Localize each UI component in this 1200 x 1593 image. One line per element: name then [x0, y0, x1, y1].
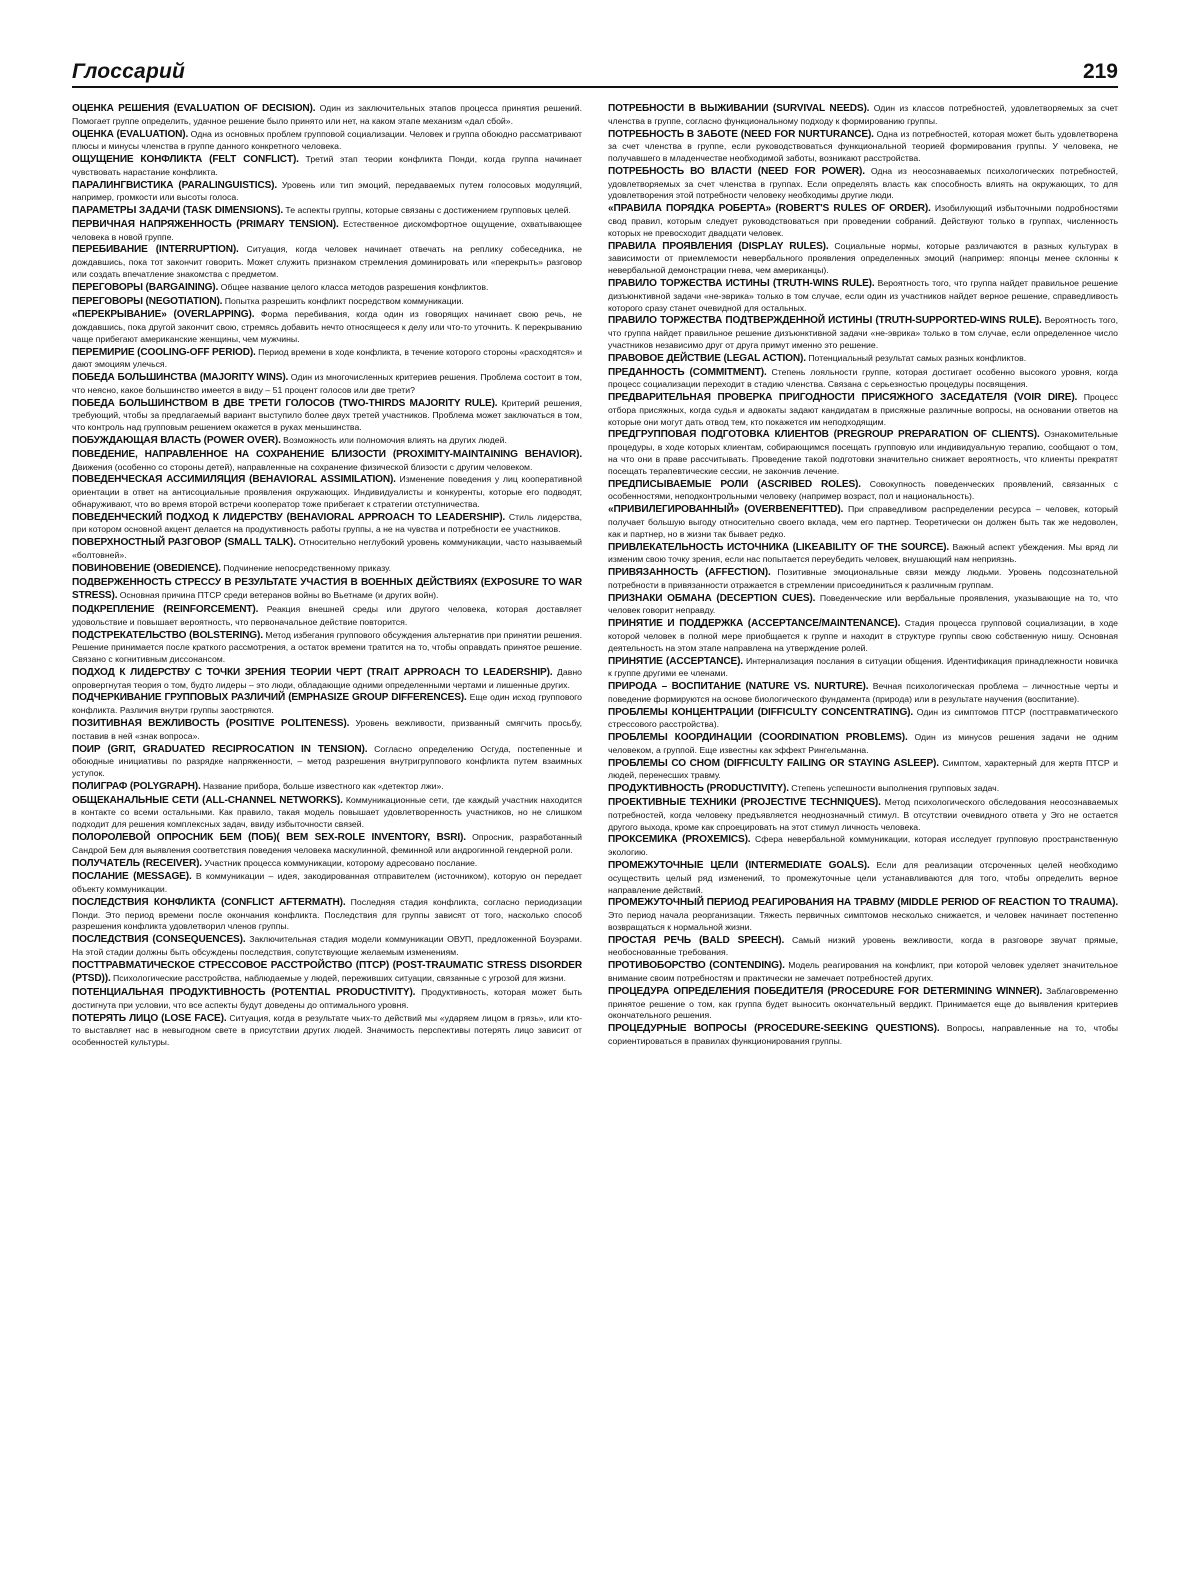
glossary-term: ПОЛИГРАФ (POLYGRAPH). — [72, 780, 201, 792]
glossary-definition: Степень лояльности группе, которая достигает особенно высокого уровня, когда процесс социализации переходит в стадию членства. Связана с серьезностью процедуры посвящения. — [608, 366, 1118, 390]
glossary-entry — [608, 428, 1118, 477]
glossary-term: ПОДСТРЕКАТЕЛЬСТВО (BOLSTERING). — [72, 629, 263, 641]
glossary-term: «ПЕРЕКРЫВАНИЕ» (OVERLAPPING). — [72, 309, 255, 321]
glossary-entry — [72, 218, 582, 244]
glossary-definition: Возможность или полномочия влиять на других людей. — [283, 435, 507, 446]
glossary-definition: В коммуникации – идея, закодированная отправителем (источником), которую он передает объекту коммуникации. — [72, 871, 582, 895]
glossary-columns — [72, 102, 1118, 1049]
glossary-term: ПРЕДАННОСТЬ (COMMITMENT). — [608, 366, 767, 378]
glossary-term: ПОТЕНЦИАЛЬНАЯ ПРОДУКТИВНОСТЬ (POTENTIAL PRODUCTIVITY). — [72, 987, 416, 999]
glossary-term: ОЦЕНКА (EVALUATION). — [72, 128, 189, 140]
glossary-entry — [72, 986, 582, 1012]
glossary-entry — [72, 870, 582, 896]
glossary-column-left — [72, 102, 582, 1049]
glossary-entry — [72, 281, 582, 295]
glossary-entry — [72, 397, 582, 434]
glossary-term: ПРОЕКТИВНЫЕ ТЕХНИКИ (PROJECTIVE TECHNIQUES). — [608, 797, 881, 809]
glossary-definition: Степень успешности выполнения групповых задач. — [791, 783, 1000, 794]
glossary-entry — [72, 691, 582, 717]
glossary-term: ПРОБЛЕМЫ КОНЦЕНТРАЦИИ (DIFFICULTY CONCENTRATING). — [608, 706, 914, 718]
glossary-entry — [72, 1012, 582, 1049]
glossary-entry — [72, 896, 582, 933]
glossary-entry — [608, 859, 1118, 896]
glossary-definition: Один из симптомов ПТСР (посттравматического стрессового расстройства). — [608, 706, 1118, 730]
glossary-term: «ПРИВИЛЕГИРОВАННЫЙ» (OVERBENEFITTED). — [608, 504, 844, 516]
glossary-entry — [608, 706, 1118, 732]
glossary-term: ОЩУЩЕНИЕ КОНФЛИКТА (FELT CONFLICT). — [72, 154, 299, 166]
glossary-term: ПОБЕДА БОЛЬШИНСТВОМ В ДВЕ ТРЕТИ ГОЛОСОВ (TWO-THIRDS MAJORITY RULE). — [72, 397, 498, 409]
glossary-term: ПРАВИЛО ТОРЖЕСТВА ПОДТВЕРЖДЕННОЙ ИСТИНЫ (TRUTH-SUPPORTED-WINS RULE). — [608, 315, 1042, 327]
glossary-definition: Естественное дискомфортное ощущение, охватывающее человека в новой группе. — [72, 218, 582, 242]
glossary-definition: Критерий решения, требующий, чтобы за предлагаемый вариант выступило более двух третей участников. Проблема может заключаться в том, что контроль над групповым решением окажется в руках меньшинства. — [72, 397, 582, 433]
glossary-entry — [72, 629, 582, 666]
glossary-entry — [72, 346, 582, 372]
glossary-entry — [608, 796, 1118, 833]
glossary-term: ПРОКСЕМИКА (PROXEMICS). — [608, 834, 751, 846]
glossary-entry — [608, 592, 1118, 618]
glossary-term: ПОДКРЕПЛЕНИЕ (REINFORCEMENT). — [72, 604, 259, 615]
glossary-definition: При справедливом распределении ресурса – человек, который получает большую выгоду относительно своего вклада, чем его партнер. Теоретически он должен быть так же недоволен, как и партнер, но в жизни так бывает редко. — [608, 504, 1118, 539]
glossary-definition: Коммуникационные сети, где каждый участник находится в контакте со всеми остальными. Как правило, такая модель повышает удовлетворенность участников, но не слишком подходит для решения комплексных задач, ввиду избыточности связей. — [72, 794, 583, 830]
glossary-definition: Один из заключительных этапов процесса принятия решений. Помогает группе определить, удачное решение было принято или нет, на каком этапе механизм «дал сбой». — [72, 103, 582, 126]
glossary-term: ПОБУЖДАЮЩАЯ ВЛАСТЬ (POWER OVER). — [72, 435, 281, 447]
glossary-term: ПОСЛАНИЕ (MESSAGE). — [72, 871, 192, 883]
glossary-term: ПРОЦЕДУРА ОПРЕДЕЛЕНИЯ ПОБЕДИТЕЛЯ (PROCEDURE FOR DETERMINING WINNER). — [608, 985, 1043, 997]
glossary-entry — [72, 831, 582, 857]
glossary-definition: Название прибора, больше известного как «детектор лжи». — [203, 780, 444, 791]
glossary-entry — [608, 680, 1118, 706]
glossary-definition: Одна из потребностей, которая может быть удовлетворена за счет членства в группе, если руководствоваться функциональной теорией формирования группы. У человека, не получавшего в младенчестве необходимой заботы, возникают расстройства. — [608, 128, 1118, 164]
glossary-term: ПОВИНОВЕНИЕ (OBEDIENCE). — [72, 562, 221, 574]
glossary-term: ПРАВИЛО ТОРЖЕСТВА ИСТИНЫ (TRUTH-WINS RULE). — [608, 278, 875, 290]
glossary-entry — [608, 366, 1118, 392]
glossary-entry — [72, 794, 582, 831]
glossary-definition: Процесс отбора присяжных, когда судья и адвокаты задают кандидатам в присяжные различные вопросы, на основании ответов на которые они могут дать отвод тем, кто покажется им неподходящим. — [608, 392, 1119, 427]
glossary-term: ПОСЛЕДСТВИЯ КОНФЛИКТА (CONFLICT AFTERMATH). — [72, 896, 346, 908]
glossary-definition: Реакция внешней среды или другого человека, которая доставляет удовольствие и повышает вероятность, что первоначальное действие повторится. — [72, 604, 582, 627]
glossary-entry — [72, 308, 582, 345]
glossary-entry — [72, 780, 582, 794]
glossary-term: ПОБЕДА БОЛЬШИНСТВА (MAJORITY WINS). — [72, 372, 289, 384]
glossary-term: «ПРАВИЛА ПОРЯДКА РОБЕРТА» (ROBERT'S RULES OF ORDER). — [608, 203, 931, 215]
glossary-entry — [608, 240, 1118, 277]
glossary-entry — [72, 933, 582, 959]
glossary-term: ПАРАМЕТРЫ ЗАДАЧИ (TASK DIMENSIONS). — [72, 205, 283, 217]
glossary-definition: Последняя стадия конфликта, согласно периодизации Понди. Это период времени после окончания конфликта. Последствия для группы зависят от того, насколько способ разрешения конфликта удовлетворил членов группы. — [72, 896, 582, 932]
glossary-definition: Движения (особенно со стороны детей), направленные на сохранение физической близости с другим человеком. — [72, 461, 533, 472]
glossary-term: ПОВЕРХНОСТНЫЙ РАЗГОВОР (SMALL TALK). — [72, 537, 296, 549]
glossary-entry — [608, 202, 1118, 239]
glossary-entry — [608, 731, 1118, 757]
glossary-term: ПОДХОД К ЛИДЕРСТВУ С ТОЧКИ ЗРЕНИЯ ТЕОРИИ ЧЕРТ (TRAIT APPROACH TO LEADERSHIP). — [72, 666, 553, 678]
running-header-title: Глоссарий — [72, 60, 186, 83]
glossary-definition: Вероятность того, что группа найдет правильное решение дизъюнктивной задачи «не-эврика» только в том случае, если определенное число участников независимо друг от друга примут именно это решение. — [608, 315, 1118, 350]
glossary-entry — [608, 782, 1118, 796]
glossary-entry — [608, 503, 1118, 540]
glossary-definition: Интернализация послания в ситуации общения. Идентификация принадлежности новичка к группе другими ее членами. — [608, 655, 1118, 679]
glossary-term: ПРИНЯТИЕ И ПОДДЕРЖКА (ACCEPTANCE/MAINTENANCE). — [608, 618, 901, 630]
glossary-definition: Одна из основных проблем групповой социализации. Человек и группа обоюдно рассматривают плюсы и минусы членства в группе данного конкретного человека. — [72, 128, 582, 152]
glossary-entry — [72, 371, 582, 397]
glossary-entry — [608, 566, 1118, 592]
glossary-term: ОБЩЕКАНАЛЬНЫЕ СЕТИ (ALL-CHANNEL NETWORKS). — [72, 794, 343, 806]
glossary-entry — [72, 511, 582, 537]
glossary-entry — [72, 434, 582, 448]
glossary-definition: Симптом, характерный для жертв ПТСР и людей, перенесших травму. — [608, 757, 1119, 781]
glossary-entry — [608, 896, 1118, 933]
glossary-definition: Социальные нормы, которые различаются в разных культурах в зависимости от приемлемости невербального проявления определенных эмоций (например: японцы менее склонны к невербальной демонстрации гнева, чем американцы). — [608, 240, 1118, 276]
glossary-entry — [72, 128, 582, 154]
glossary-term: ПЕРЕГОВОРЫ (BARGAINING). — [72, 281, 219, 293]
glossary-entry — [72, 204, 582, 218]
glossary-entry — [72, 448, 582, 474]
glossary-term: ПЕРЕМИРИЕ (COOLING-OFF PERIOD). — [72, 346, 256, 358]
glossary-term: ПОТРЕБНОСТЬ ВО ВЛАСТИ (NEED FOR POWER). — [608, 165, 865, 177]
glossary-definition: Вероятность того, что группа найдет правильное решение дизъюнктивной задачи «не-эврика» только в том случае, если один из участников найдет верное решение, справедливость которого сразу станет очевидной для остальных. — [608, 278, 1118, 313]
glossary-entry — [608, 617, 1118, 654]
glossary-term: ПРОМЕЖУТОЧНЫЕ ЦЕЛИ (INTERMEDIATE GOALS). — [608, 859, 870, 871]
glossary-definition: Попытка разрешить конфликт посредством коммуникации. — [224, 295, 464, 306]
glossary-definition: Опросник, разработанный Сандрой Бем для выявления соответствия поведения человека маскулинной, феминной или андрогинной гендерной роли. — [72, 832, 582, 855]
glossary-definition: Если для реализации отсроченных целей необходимо осуществить целый ряд изменений, то промежуточные цели устанавливаются для того, чтобы определить верное направление действий. — [608, 859, 1118, 895]
glossary-entry — [608, 959, 1118, 985]
glossary-term: ПЕРЕГОВОРЫ (NEGOTIATION). — [72, 295, 223, 307]
glossary-term: ПРИВЯЗАННОСТЬ (AFFECTION). — [608, 567, 771, 579]
glossary-definition: Заключительная стадия модели коммуникации ОВУП, предложенной Боуэрами. На этой стадии должны быть обсуждены последствия, сопутствующие желаемым изменениям. — [72, 934, 582, 957]
glossary-entry — [72, 536, 582, 562]
glossary-entry — [608, 541, 1118, 567]
glossary-term: ПРОДУКТИВНОСТЬ (PRODUCTIVITY). — [608, 783, 789, 795]
glossary-definition: Форма перебивания, когда один из говорящих начинает свою речь, не дождавшись, пока другой закончит свою, стремясь добавить нечто относящееся к делу или что-то уточнить. К перекрыванию чаще прибегают американские женщины, чем мужчины. — [72, 309, 582, 344]
glossary-entry — [608, 391, 1118, 428]
glossary-entry — [608, 985, 1118, 1022]
glossary-entry — [72, 295, 582, 309]
glossary-term: ПРАВИЛА ПРОЯВЛЕНИЯ (DISPLAY RULES). — [608, 240, 829, 252]
glossary-entry — [72, 243, 582, 280]
glossary-term: ПРОТИВОБОРСТВО (CONTENDING). — [608, 960, 785, 972]
glossary-term: ПОТЕРЯТЬ ЛИЦО (LOSE FACE). — [72, 1012, 227, 1024]
glossary-term: ПРЕДГРУППОВАЯ ПОДГОТОВКА КЛИЕНТОВ (PREGROUP PREPARATION OF CLIENTS). — [608, 429, 1040, 441]
glossary-entry — [608, 757, 1118, 783]
glossary-definition: Самый низкий уровень вежливости, когда в разговоре звучат прямые, необоснованные требования. — [608, 934, 1119, 958]
glossary-term: ПЕРЕБИВАНИЕ (INTERRUPTION). — [72, 244, 239, 256]
glossary-term: ОЦЕНКА РЕШЕНИЯ (EVALUATION OF DECISION). — [72, 103, 316, 114]
glossary-definition: Модель реагирования на конфликт, при которой человек уделяет значительное внимание своим потребностям и практически не замечает потребностей других. — [608, 960, 1118, 983]
glossary-term: ПРОБЛЕМЫ СО СНОМ (DIFFICULTY FAILING OR STAYING ASLEEP). — [608, 757, 939, 769]
glossary-term: ПЕРВИЧНАЯ НАПРЯЖЕННОСТЬ (PRIMARY TENSION). — [72, 218, 339, 230]
glossary-term: ПОСТТРАВМАТИЧЕСКОЕ СТРЕССОВОЕ РАССТРОЙСТВО (ПТСР) (POST-TRAUMATIC STRESS DISORDER (PTSD)). — [72, 959, 582, 985]
glossary-term: ПОСЛЕДСТВИЯ (CONSEQUENCES). — [72, 934, 246, 946]
glossary-term: ПРЕДПИСЫВАЕМЫЕ РОЛИ (ASCRIBED ROLES). — [608, 478, 861, 490]
glossary-entry — [72, 562, 582, 576]
glossary-entry — [608, 277, 1118, 314]
glossary-term: ПРИЗНАКИ ОБМАНА (DECEPTION CUES). — [608, 592, 816, 604]
glossary-definition: Участник процесса коммуникации, которому адресовано послание. — [204, 857, 478, 868]
glossary-definition: Вечная психологическая проблема – личностные черты и поведение формируются на основе биологического фундамента (природа) или в результате научения (воспитание). — [608, 681, 1118, 704]
glossary-term: ПРОЦЕДУРНЫЕ ВОПРОСЫ (PROCEDURE-SEEKING QUESTIONS). — [608, 1023, 940, 1035]
glossary-definition: Стиль лидерства, при котором основной акцент делается на продуктивность работы группы, а не на чувства и потребности ее участников. — [72, 511, 582, 535]
glossary-definition: Уровень или тип эмоций, передаваемых путем голосовых модуляций, например, громкости или высоты голоса. — [72, 179, 583, 203]
running-header — [72, 58, 1118, 88]
glossary-term: ПОЛОРОЛЕВОЙ ОПРОСНИК БЕМ (ПОБ)( BEM SEX-ROLE INVENTORY, BSRI). — [72, 832, 466, 844]
glossary-definition: Основная причина ПТСР среди ветеранов войны во Вьетнаме (и других войн). — [119, 590, 439, 601]
glossary-definition: Ознакомительные процедуры, в ходе которых клиентам, собирающимся посещать групповую или индивидуальную терапию, сообщают о том, на что они в праве рассчитывать. Проведение такой подготовки значительно снижает вероятность, что клиенты прекратят посещать терапевтические сессии, не закончив лечение. — [608, 429, 1118, 476]
glossary-entry — [72, 576, 582, 603]
glossary-term: ПОИР (GRIT, GRADUATED RECIPROCATION IN TENSION). — [72, 743, 368, 755]
glossary-entry — [72, 153, 582, 179]
glossary-entry — [608, 128, 1118, 165]
glossary-entry — [72, 743, 582, 780]
glossary-definition: Давно опровергнутая теория о том, будто лидеры – это люди, обладающие одними определенными чертами и лишенные других. — [72, 666, 582, 690]
glossary-term: ПРОМЕЖУТОЧНЫЙ ПЕРИОД РЕАГИРОВАНИЯ НА ТРАВМУ (MIDDLE PERIOD OF REACTION TO TRAUMA). — [608, 897, 1118, 909]
glossary-term: ПОВЕДЕНЧЕСКАЯ АССИМИЛЯЦИЯ (BEHAVIORAL ASSIMILATION). — [72, 474, 396, 486]
glossary-definition: Заблаговременно принятое решение о том, как группа будет выносить окончательный вердикт. Принимается еще до выявления критериев окончательного решения. — [608, 985, 1118, 1021]
glossary-definition: Продуктивность, которая может быть достигнута при условии, что все аспекты будут доведены до оптимального уровня. — [72, 987, 582, 1010]
glossary-entry — [72, 603, 582, 629]
glossary-definition: Одна из неосознаваемых психологических потребностей, удовлетворяемых за счет членства в группах. Если определять власть как способность влиять на окружающих, то для удовлетворения этой потребности человеку необходимы другие люди. — [608, 165, 1118, 201]
glossary-definition: Совокупность поведенческих проявлений, связанных с особенностями, неподконтрольными человеку (например возраст, пол и национальность). — [608, 478, 1118, 502]
glossary-entry — [608, 314, 1118, 351]
glossary-definition: Стадия процесса групповой социализации, в ходе которой человек в полной мере приобщается к группе и находит в структуре группы свою собственную нишу. Основная деятельность на этом этапе направлена на утверждение ролей. — [608, 618, 1118, 653]
glossary-definition: Сфера невербальной коммуникации, которая исследует групповую пространственную экологию. — [608, 834, 1118, 858]
glossary-definition: Метод избегания группового обсуждения альтернатив при принятии решения. Решение принимается после краткого рассмотрения, а остаток времени тратится на то, чтобы оправдать принятое решение. Связано с когнитивным диссонансом. — [72, 629, 582, 665]
glossary-definition: Метод психологического обследования неосознаваемых потребностей, когда человеку предъявляется неоднозначный стимул. В отсутствии очевидного ответа у Эго не остается другого выхода, кроме как спроецировать на этот стимул личность человека. — [608, 797, 1118, 832]
glossary-entry — [72, 666, 582, 692]
glossary-entry — [608, 1022, 1118, 1048]
glossary-definition: Период времени в ходе конфликта, в течение которого стороны «расходятся» и дают эмоциям улечься. — [72, 346, 582, 370]
glossary-entry — [608, 165, 1118, 202]
glossary-definition: Изменение поведения у лиц кооперативной ориентации в ответ на антисоциальные проявления окружающих. Индивидуалисты и конкуренты, которые его подводят, обнаруживают, что во время второй встречи кооператор тоже прибегает к стратегии отступничества. — [72, 474, 582, 509]
glossary-term: ПРЕДВАРИТЕЛЬНАЯ ПРОВЕРКА ПРИГОДНОСТИ ПРИСЯЖНОГО ЗАСЕДАТЕЛЯ (VOIR DIRE). — [608, 392, 1078, 404]
glossary-entry — [72, 102, 582, 128]
page-number: 219 — [1082, 60, 1118, 83]
glossary-definition: Один из минусов решения задачи не одним человеком, а группой. Еще известны как эффект Рингельманна. — [608, 732, 1118, 755]
glossary-definition: Один из многочисленных критериев решения. Проблема состоит в том, что неясно, какое большинство имеется в виду – 51 процент голосов или две трети? — [72, 372, 582, 395]
glossary-entry — [608, 352, 1118, 366]
glossary-term: ПРАВОВОЕ ДЕЙСТВИЕ (LEGAL ACTION). — [608, 352, 806, 364]
glossary-term: ПРИРОДА – ВОСПИТАНИЕ (NATURE VS. NURTURE). — [608, 681, 869, 693]
glossary-term: ПОВЕДЕНЧЕСКИЙ ПОДХОД К ЛИДЕРСТВУ (BEHAVIORAL APPROACH TO LEADERSHIP). — [72, 511, 506, 523]
glossary-entry — [72, 179, 582, 205]
glossary-definition: Подчинение непосредственному приказу. — [223, 562, 391, 573]
glossary-entry — [72, 473, 582, 510]
glossary-definition: Поведенческие или вербальные проявления, указывающие на то, что человек говорит неправду. — [608, 592, 1118, 616]
glossary-definition: Позитивные эмоциональные связи между людьми. Уровень подсознательной потребности в привязанности отражается в стремлении присоединиться к различным группам. — [608, 567, 1118, 590]
glossary-term: ПОЗИТИВНАЯ ВЕЖЛИВОСТЬ (POSITIVE POLITENESS). — [72, 718, 350, 730]
glossary-term: ПОТРЕБНОСТИ В ВЫЖИВАНИИ (SURVIVAL NEEDS). — [608, 103, 870, 114]
glossary-definition: Третий этап теории конфликта Понди, когда группа начинает чувствовать нарастание конфликта. — [72, 154, 582, 177]
glossary-term: ПАРАЛИНГВИСТИКА (PARALINGUISTICS). — [72, 179, 278, 191]
glossary-entry — [72, 857, 582, 871]
glossary-definition: Ситуация, когда человек начинает отвечать на реплику собеседника, не дождавшись, пока тот закончит говорить. Может служить признаком стремления доминировать или «перекрыть» разговор или создать впечатление знакомства с предметом. — [72, 244, 582, 279]
glossary-entry — [72, 717, 582, 743]
glossary-column-right — [608, 102, 1118, 1049]
glossary-term: ПРИВЛЕКАТЕЛЬНОСТЬ ИСТОЧНИКА (LIKEABILITY OF THE SOURCE). — [608, 541, 950, 553]
glossary-definition: Ситуация, когда в результате чьих-то действий мы «ударяем лицом в грязь», или кто-то выставляет нас в невыгодном свете в присутствии других людей. Значимость перспективы потерять лицо зависит от особенностей культуры. — [72, 1012, 583, 1048]
glossary-entry — [608, 478, 1118, 504]
glossary-entry — [608, 102, 1118, 128]
glossary-term: ПРИНЯТИЕ (ACCEPTANCE). — [608, 655, 743, 667]
glossary-definition: Еще один исход группового конфликта. Различия внутри группы заостряются. — [72, 692, 582, 716]
glossary-definition: Вопросы, направленные на то, чтобы сориентироваться в правилах функционирования группы. — [608, 1023, 1118, 1046]
glossary-entry — [72, 959, 582, 986]
glossary-definition: Изобилующий избыточными подробностями свод правил, которым следует руководствоваться при проведении собраний. Действуют только в группах, численность которых не превосходит двадцати человек. — [608, 203, 1118, 238]
glossary-definition: Важный аспект убеждения. Мы вряд ли изменим свою точку зрения, если нас попытается переубедить человек, внушающий нам неприязнь. — [608, 541, 1118, 565]
glossary-term: ПОТРЕБНОСТЬ В ЗАБОТЕ (NEED FOR NURTURANCE). — [608, 128, 874, 140]
glossary-entry — [608, 833, 1118, 859]
glossary-entry — [608, 655, 1118, 681]
glossary-definition: Психологические расстройства, наблюдаемые у людей, переживших ситуации, связанные с угрозой для жизни. — [113, 973, 566, 984]
glossary-term: ПРОБЛЕМЫ КООРДИНАЦИИ (COORDINATION PROBLEMS). — [608, 732, 908, 744]
glossary-definition: Уровень вежливости, призванный смягчить просьбу, поставив в ней «знак вопроса». — [72, 718, 582, 741]
glossary-definition: Потенциальный результат самых разных конфликтов. — [808, 352, 1027, 363]
glossary-term: ПОВЕДЕНИЕ, НАПРАВЛЕННОЕ НА СОХРАНЕНИЕ БЛИЗОСТИ (PROXIMITY-MAINTAINING BEHAVIOR). — [72, 448, 582, 460]
glossary-term: ПОДВЕРЖЕННОСТЬ СТРЕССУ В РЕЗУЛЬТАТЕ УЧАСТИЯ В ВОЕННЫХ ДЕЙСТВИЯХ (EXPOSURE TO WAR STRESS). — [72, 576, 582, 602]
glossary-entry — [608, 934, 1118, 960]
glossary-definition: Один из классов потребностей, удовлетворяемых за счет членства в группе, согласно функциональному подходу к формированию группы. — [608, 103, 1119, 126]
glossary-definition: Относительно неглубокий уровень коммуникации, часто называемый «болтовней». — [72, 537, 583, 561]
glossary-definition: Общее название целого класса методов разрешения конфликтов. — [220, 281, 489, 292]
glossary-definition: Это период начала реорганизации. Тяжесть первичных симптомов несколько снижается, и человек начинает постепенно возвращаться к нормальной жизни. — [608, 910, 1118, 932]
glossary-term: ПОЛУЧАТЕЛЬ (RECEIVER). — [72, 857, 202, 869]
glossary-definition: Согласно определению Осгуда, постепенные и обоюдные инициативы по разрядке напряженности, – метод разрешения внутригруппового конфликта путем взаимных уступок. — [72, 743, 582, 779]
glossary-term: ПОДЧЕРКИВАНИЕ ГРУППОВЫХ РАЗЛИЧИЙ (EMPHASIZE GROUP DIFFERENCES). — [72, 692, 467, 704]
glossary-term: ПРОСТАЯ РЕЧЬ (BALD SPEECH). — [608, 934, 785, 946]
glossary-definition: Те аспекты группы, которые связаны с достижением групповых целей. — [285, 205, 571, 216]
